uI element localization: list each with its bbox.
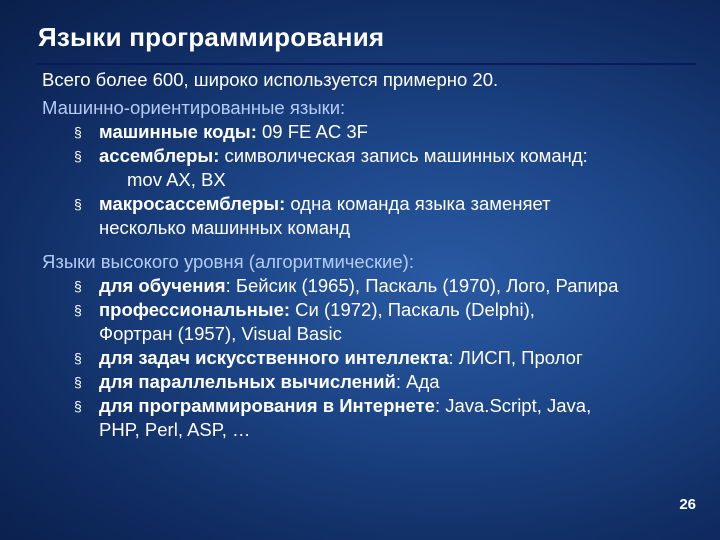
item-text: : Java.Script, Java,	[434, 395, 592, 416]
page-number: 26	[679, 496, 696, 513]
list-item	[99, 371, 440, 393]
machine-languages-heading: Машинно-ориентированные языки:	[42, 97, 346, 118]
item-example: mov AX, BX	[127, 169, 226, 190]
item-label: макросассемблеры:	[99, 193, 286, 214]
item-label: для задач искусственного интеллекта	[99, 347, 449, 368]
item-text: символическая запись машинных команд:	[224, 145, 588, 166]
list-item	[99, 395, 591, 417]
item-label: для обучения	[99, 275, 226, 296]
title-underline	[36, 63, 696, 65]
item-label: ассемблеры:	[99, 145, 220, 166]
item-text: 09 FE AC 3F	[262, 121, 368, 142]
bullet-icon: §	[74, 374, 82, 390]
bullet-icon: §	[74, 350, 82, 366]
item-label: для программирования в Интернете	[99, 395, 435, 416]
bullet-icon: §	[74, 148, 82, 164]
high-level-heading: Языки высокого уровня (алгоритмические):	[42, 251, 414, 272]
bullet-icon: §	[74, 124, 82, 140]
bullet-icon: §	[74, 302, 82, 318]
item-label: для параллельных вычислений	[99, 371, 396, 392]
item-label: профессиональные:	[99, 299, 291, 320]
item-label: машинные коды:	[99, 121, 257, 142]
intro-text: Всего более 600, широко используется примерно 20.	[42, 69, 499, 90]
bullet-icon: §	[74, 278, 82, 294]
item-text: одна команда языка заменяет	[290, 193, 551, 214]
item-text: : Бейсик (1965), Паскаль (1970), Лого, Рапира	[225, 275, 619, 296]
item-continuation: несколько машинных команд	[99, 217, 351, 238]
list-item	[99, 347, 583, 369]
list-item	[99, 145, 588, 167]
list-item	[99, 121, 368, 143]
item-text: : ЛИСП, Пролог	[448, 347, 583, 368]
item-continuation: Фортран (1957), Visual Basic	[99, 323, 342, 344]
list-item	[99, 193, 551, 215]
item-text: Си (1972), Паскаль (Delphi),	[295, 299, 535, 320]
slide-title: Языки программирования	[38, 22, 385, 52]
list-item	[99, 299, 535, 321]
item-text: : Ада	[395, 371, 440, 392]
bullet-icon: §	[74, 398, 82, 414]
item-continuation: PHP, Perl, ASP, …	[99, 419, 251, 440]
bullet-icon: §	[74, 196, 82, 212]
list-item	[99, 275, 618, 297]
